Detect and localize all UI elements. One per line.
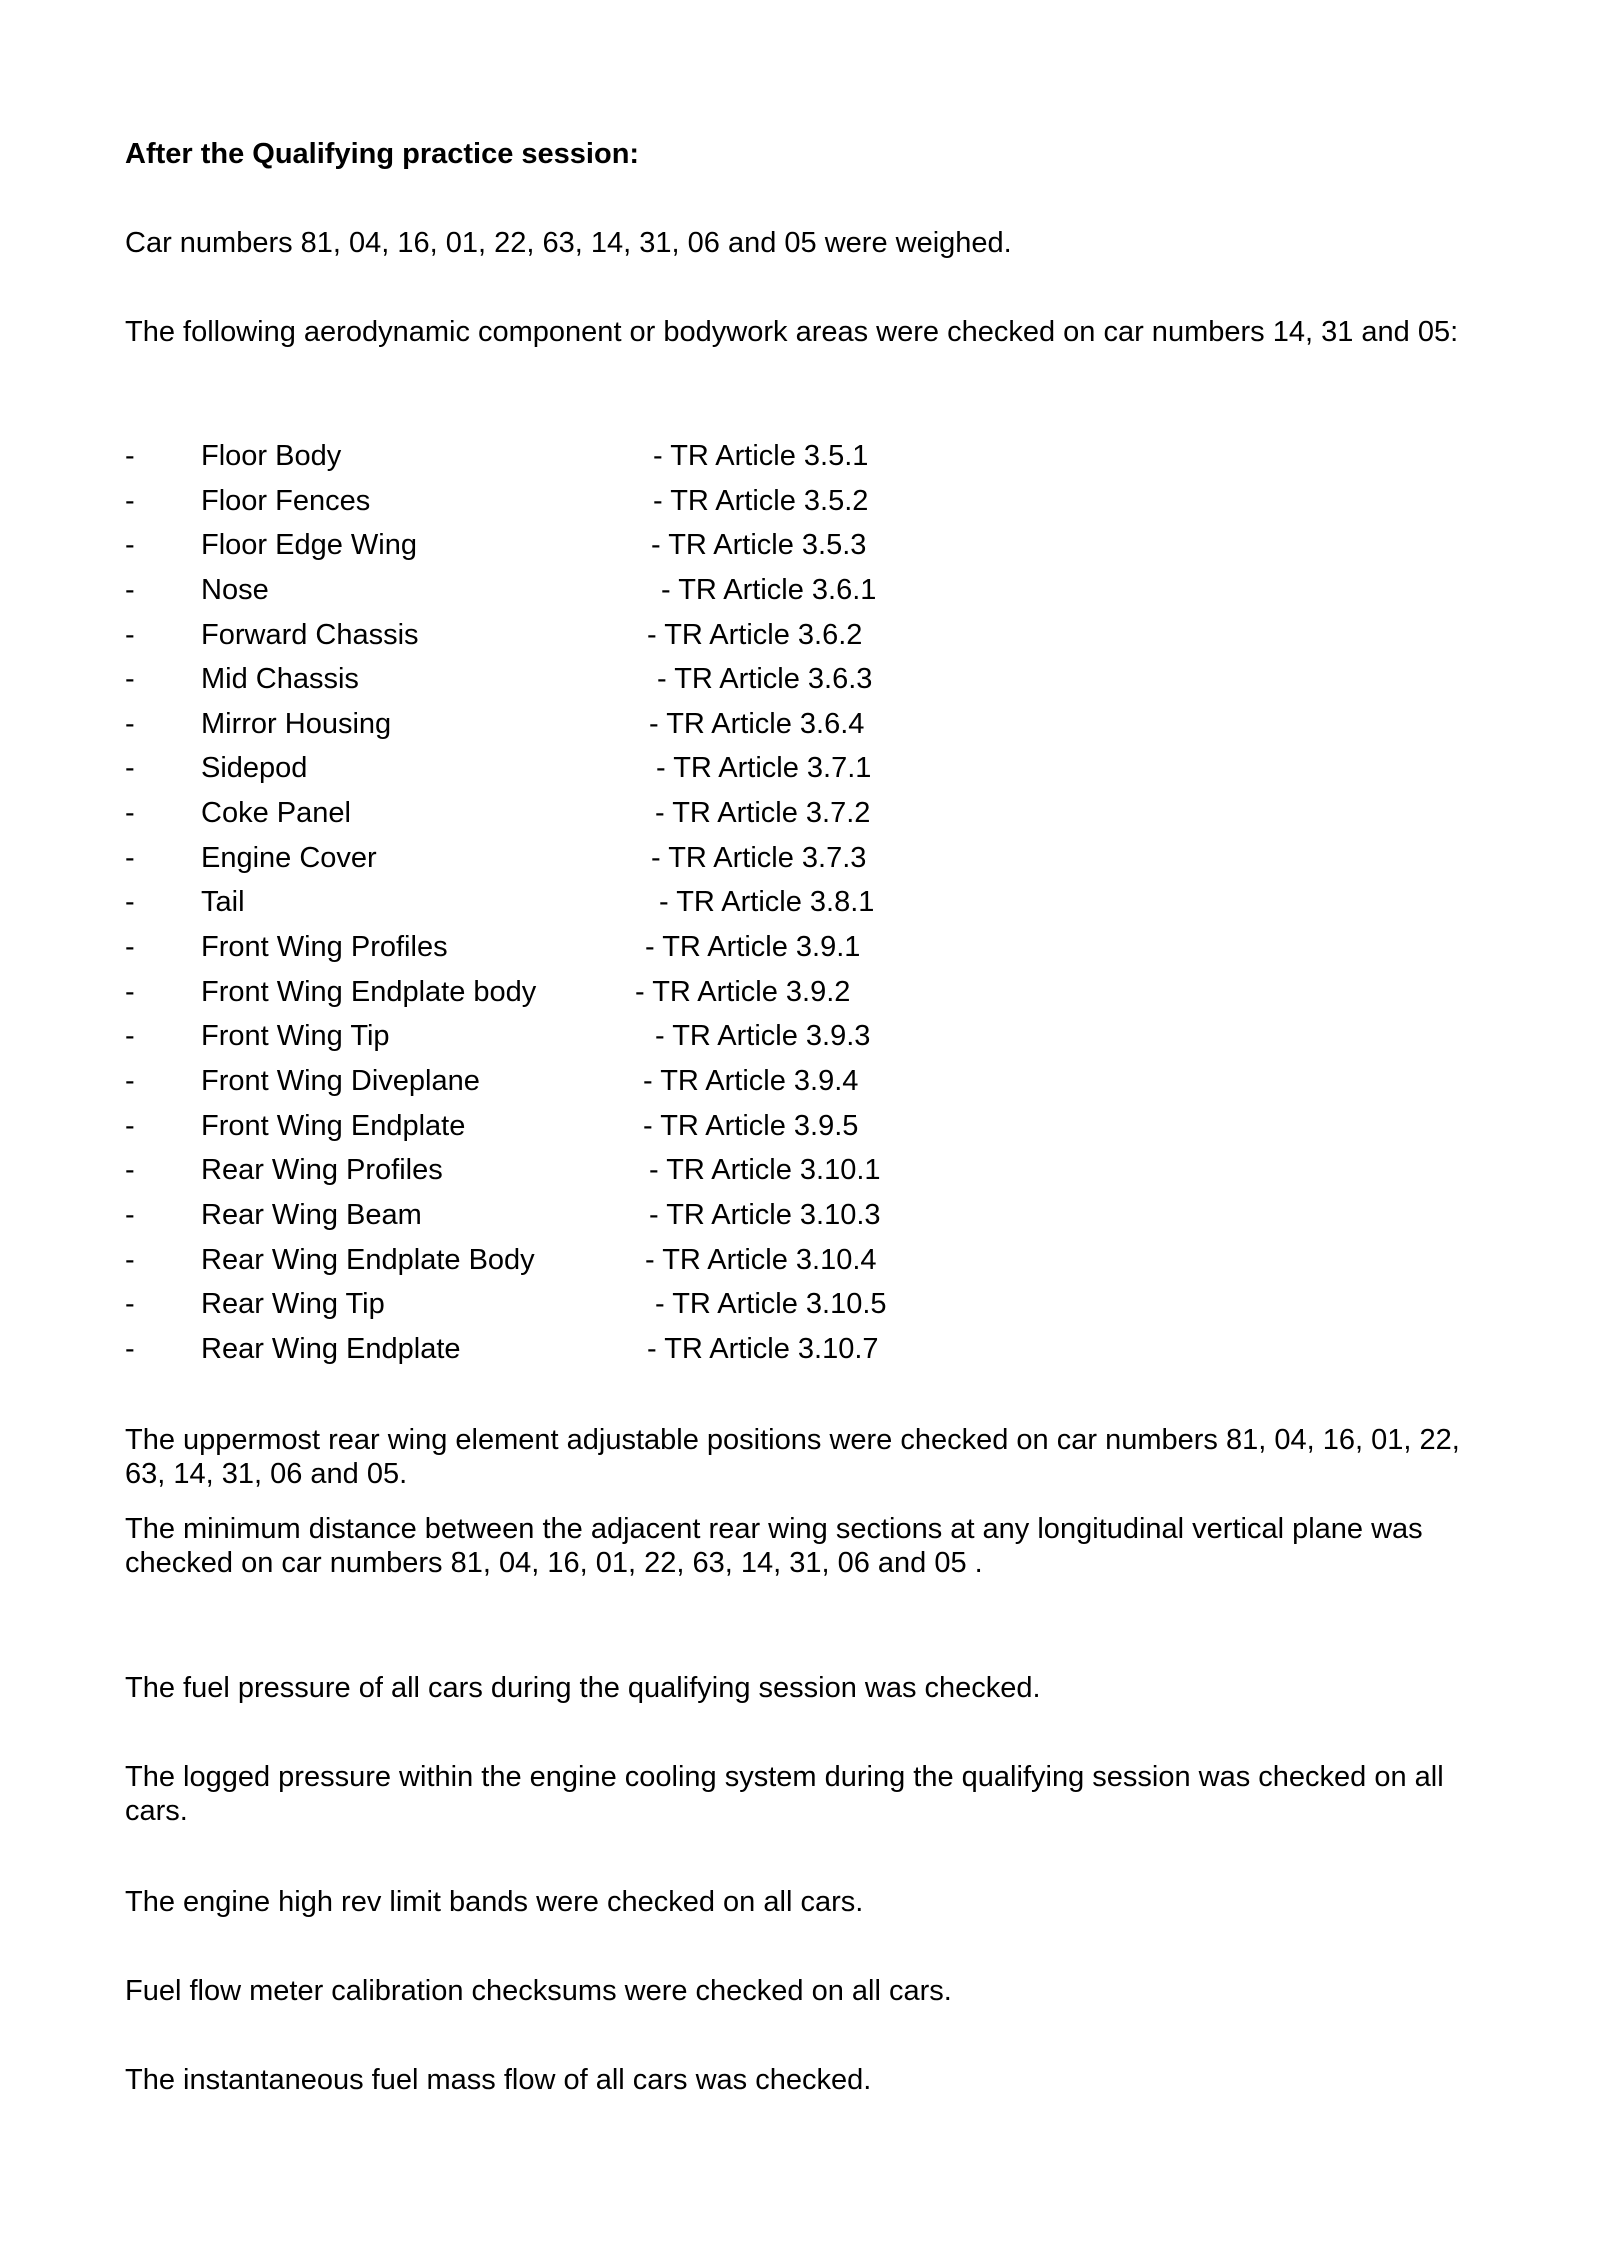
list-item [125, 841, 1025, 886]
list-dash: - [125, 1064, 135, 1097]
list-item [125, 707, 1025, 752]
list-dash: - [125, 1020, 135, 1053]
tr-article-ref: - TR Article 3.6.4 [649, 707, 865, 740]
paragraph-fuel-flow-meter: Fuel flow meter calibration checksums were checked on all cars. [125, 1975, 952, 2007]
component-name: Floor Body [201, 440, 342, 472]
component-name: Rear Wing Beam [201, 1198, 422, 1231]
paragraph-rev-limit: The engine high rev limit bands were checked on all cars. [125, 1886, 864, 1918]
list-item [125, 439, 1025, 484]
component-name: Front Wing Profiles [201, 931, 448, 964]
list-item [125, 751, 1025, 796]
component-name: Rear Wing Endplate [201, 1332, 461, 1365]
component-name: Tail [201, 886, 245, 919]
paragraph-fuel-pressure: The fuel pressure of all cars during the qualifying session was checked. [125, 1672, 1041, 1704]
list-item [125, 1153, 1025, 1198]
tr-article-ref: - TR Article 3.10.3 [649, 1198, 881, 1231]
component-name: Front Wing Endplate [201, 1109, 466, 1142]
component-name: Front Wing Endplate body [201, 975, 537, 1008]
list-dash: - [125, 663, 135, 696]
tr-article-ref: - TR Article 3.7.3 [651, 841, 867, 874]
list-item [125, 796, 1025, 841]
list-item [125, 573, 1025, 618]
list-dash: - [125, 440, 135, 472]
tr-article-ref: - TR Article 3.8.1 [659, 886, 875, 919]
list-item [125, 528, 1025, 573]
component-name: Rear Wing Endplate Body [201, 1243, 535, 1276]
tr-article-ref: - TR Article 3.6.1 [661, 573, 877, 606]
tr-article-ref: - TR Article 3.9.1 [645, 931, 861, 964]
tr-article-ref: - TR Article 3.10.4 [645, 1243, 877, 1276]
tr-article-ref: - TR Article 3.6.2 [647, 618, 863, 651]
tr-article-ref: - TR Article 3.7.2 [655, 797, 871, 830]
list-dash: - [125, 975, 135, 1008]
component-name: Mid Chassis [201, 663, 359, 696]
aero-component-list [125, 439, 1025, 1376]
component-name: Floor Edge Wing [201, 529, 417, 562]
list-dash: - [125, 573, 135, 606]
component-name: Forward Chassis [201, 618, 419, 651]
tr-article-ref: - TR Article 3.7.1 [656, 752, 872, 785]
list-item [125, 1332, 1025, 1377]
tr-article-ref: - TR Article 3.5.3 [651, 529, 867, 562]
list-dash: - [125, 618, 135, 651]
list-item [125, 1019, 1025, 1064]
paragraph-rear-wing-positions: The uppermost rear wing element adjustable positions were checked on car numbers 81, 04, 16, 01, 22, 63, 14, 31, 06 and 05. [125, 1424, 1460, 1490]
list-dash: - [125, 1109, 135, 1142]
list-item [125, 885, 1025, 930]
tr-article-ref: - TR Article 3.10.5 [655, 1288, 887, 1321]
paragraph-rear-wing-distance: The minimum distance between the adjacent rear wing sections at any longitudinal vertical plane was checked on car numbers 81, 04, 16, 01, 22, 63, 14, 31, 06 and 05 . [125, 1513, 1423, 1579]
tr-article-ref: - TR Article 3.9.5 [643, 1109, 859, 1142]
list-dash: - [125, 931, 135, 964]
list-dash: - [125, 886, 135, 919]
component-name: Front Wing Diveplane [201, 1064, 480, 1097]
list-item [125, 930, 1025, 975]
tr-article-ref: - TR Article 3.10.1 [649, 1154, 881, 1187]
list-item [125, 975, 1025, 1020]
component-name: Rear Wing Profiles [201, 1154, 443, 1187]
list-dash: - [125, 752, 135, 785]
list-dash: - [125, 529, 135, 562]
paragraph-aero-intro: The following aerodynamic component or bodywork areas were checked on car numbers 14, 31 and 05: [125, 316, 1459, 348]
list-dash: - [125, 484, 135, 517]
section-heading: After the Qualifying practice session: [125, 138, 640, 170]
list-dash: - [125, 707, 135, 740]
paragraph-fuel-mass-flow: The instantaneous fuel mass flow of all cars was checked. [125, 2064, 872, 2096]
list-dash: - [125, 1288, 135, 1321]
list-item [125, 1109, 1025, 1154]
list-item [125, 618, 1025, 663]
component-name: Coke Panel [201, 797, 351, 830]
paragraph-cooling-pressure: The logged pressure within the engine cooling system during the qualifying session was checked on all cars. [125, 1761, 1444, 1827]
tr-article-ref: - TR Article 3.9.4 [643, 1064, 859, 1097]
list-item [125, 1064, 1025, 1109]
component-name: Mirror Housing [201, 707, 392, 740]
tr-article-ref: - TR Article 3.9.3 [655, 1020, 871, 1053]
list-dash: - [125, 841, 135, 874]
component-name: Floor Fences [201, 484, 371, 517]
component-name: Sidepod [201, 752, 308, 785]
component-name: Nose [201, 573, 269, 606]
paragraph-weighed: Car numbers 81, 04, 16, 01, 22, 63, 14, 31, 06 and 05 were weighed. [125, 227, 1012, 259]
tr-article-ref: - TR Article 3.10.7 [647, 1332, 879, 1365]
component-name: Rear Wing Tip [201, 1288, 385, 1321]
tr-article-ref: - TR Article 3.5.1 [653, 440, 869, 472]
list-item [125, 1243, 1025, 1288]
component-name: Engine Cover [201, 841, 377, 874]
list-dash: - [125, 1198, 135, 1231]
tr-article-ref: - TR Article 3.9.2 [635, 975, 851, 1008]
list-dash: - [125, 1154, 135, 1187]
list-dash: - [125, 1243, 135, 1276]
list-item [125, 484, 1025, 529]
list-dash: - [125, 797, 135, 830]
list-dash: - [125, 1332, 135, 1365]
list-item [125, 662, 1025, 707]
list-item [125, 1287, 1025, 1332]
tr-article-ref: - TR Article 3.5.2 [653, 484, 869, 517]
list-item [125, 1198, 1025, 1243]
tr-article-ref: - TR Article 3.6.3 [657, 663, 873, 696]
component-name: Front Wing Tip [201, 1020, 390, 1053]
